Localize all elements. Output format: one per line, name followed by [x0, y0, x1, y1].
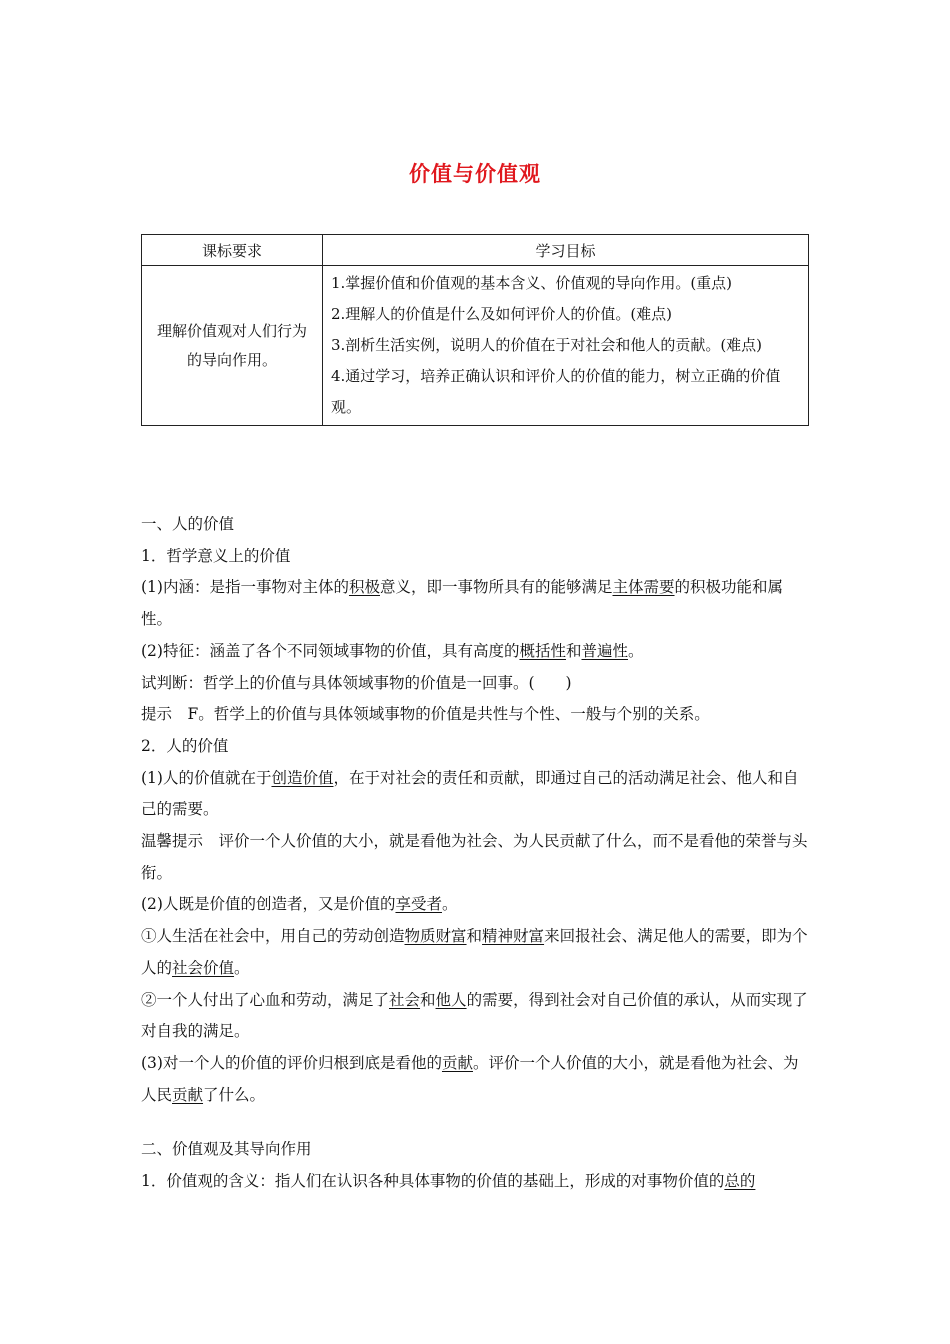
paragraph: (1)内涵：是指一事物对主体的积极意义，即一事物所具有的能够满足主体需要的积极功能和属性。 — [141, 578, 784, 629]
requirement-cell: 理解价值观对人们行为的导向作用。 — [142, 266, 323, 426]
goal-item: 1.掌握价值和价值观的基本含义、价值观的导向作用。(重点) — [331, 274, 733, 292]
goal-item: 3.剖析生活实例，说明人的价值在于对社会和他人的贡献。(难点) — [331, 336, 763, 354]
fill-blank: 概括性 — [519, 641, 566, 660]
section-heading: 二、价值观及其导向作用 — [141, 1140, 312, 1159]
section-spacer — [141, 1111, 813, 1134]
fill-blank: 主体需要 — [612, 578, 675, 597]
hint-text: 提示 F。哲学上的价值与具体领域事物的价值是共性与个性、一般与个别的关系。 — [141, 705, 710, 724]
subheading: 1．哲学意义上的价值 — [141, 546, 291, 565]
main-content — [141, 509, 813, 1198]
table-header-row — [142, 235, 809, 266]
paragraph: (3)对一个人的价值的评价归根到底是看他的贡献。评价一个人价值的大小，就是看他为社会、为人民贡献了什么。 — [141, 1053, 799, 1104]
header-learning-goals: 学习目标 — [323, 235, 809, 266]
paragraph: ①人生活在社会中，用自己的劳动创造物质财富和精神财富来回报社会、满足他人的需要，即为个人的社会价值。 — [141, 927, 808, 977]
fill-blank: 物质财富 — [404, 927, 467, 946]
paragraph: (1)人的价值就在于创造价值，在于对社会的责任和贡献，即通过自己的活动满足社会、他人和自己的需要。 — [141, 768, 799, 819]
fill-blank: 他人 — [435, 990, 467, 1009]
goal-item: 2.理解人的价值是什么及如何评价人的价值。(难点) — [331, 305, 673, 323]
table-row — [142, 266, 809, 426]
paragraph: ②一个人付出了心血和劳动，满足了社会和他人的需要，得到社会对自己价值的承认，从而实现了对自我的满足。 — [141, 990, 808, 1041]
fill-blank: 精神财富 — [482, 927, 545, 946]
fill-blank: 总的 — [724, 1172, 756, 1191]
tip-text: 温馨提示 评价一个人价值的大小，就是看他为社会、为人民贡献了什么，而不是看他的荣誉与头衔。 — [141, 832, 808, 882]
fill-blank: 贡献 — [441, 1053, 473, 1072]
fill-blank: 社会 — [389, 990, 421, 1009]
goal-item: 4.通过学习，培养正确认识和评价人的价值的能力，树立正确的价值观。 — [331, 367, 781, 416]
fill-blank: 创造价值 — [271, 768, 334, 787]
objectives-table — [141, 234, 809, 426]
goals-cell — [323, 266, 809, 426]
fill-blank: 积极 — [348, 578, 380, 597]
fill-blank: 社会价值 — [172, 958, 235, 977]
header-curriculum-requirement: 课标要求 — [142, 235, 323, 266]
judge-question: 试判断：哲学上的价值与具体领域事物的价值是一回事。( ) — [141, 673, 572, 692]
section-heading: 一、人的价值 — [141, 515, 235, 533]
paragraph: (2)特征：涵盖了各个不同领域事物的价值，具有高度的概括性和普遍性。 — [141, 641, 644, 660]
paragraph: 1．价值观的含义：指人们在认识各种具体事物的价值的基础上，形成的对事物价值的总的 — [141, 1172, 756, 1191]
subheading: 2．人的价值 — [141, 736, 229, 755]
page-title: 价值与价值观 — [409, 161, 541, 186]
fill-blank: 贡献 — [172, 1085, 204, 1104]
paragraph: (2)人既是价值的创造者，又是价值的享受者。 — [141, 895, 458, 914]
fill-blank: 普遍性 — [581, 641, 629, 660]
fill-blank: 享受者 — [395, 895, 442, 914]
